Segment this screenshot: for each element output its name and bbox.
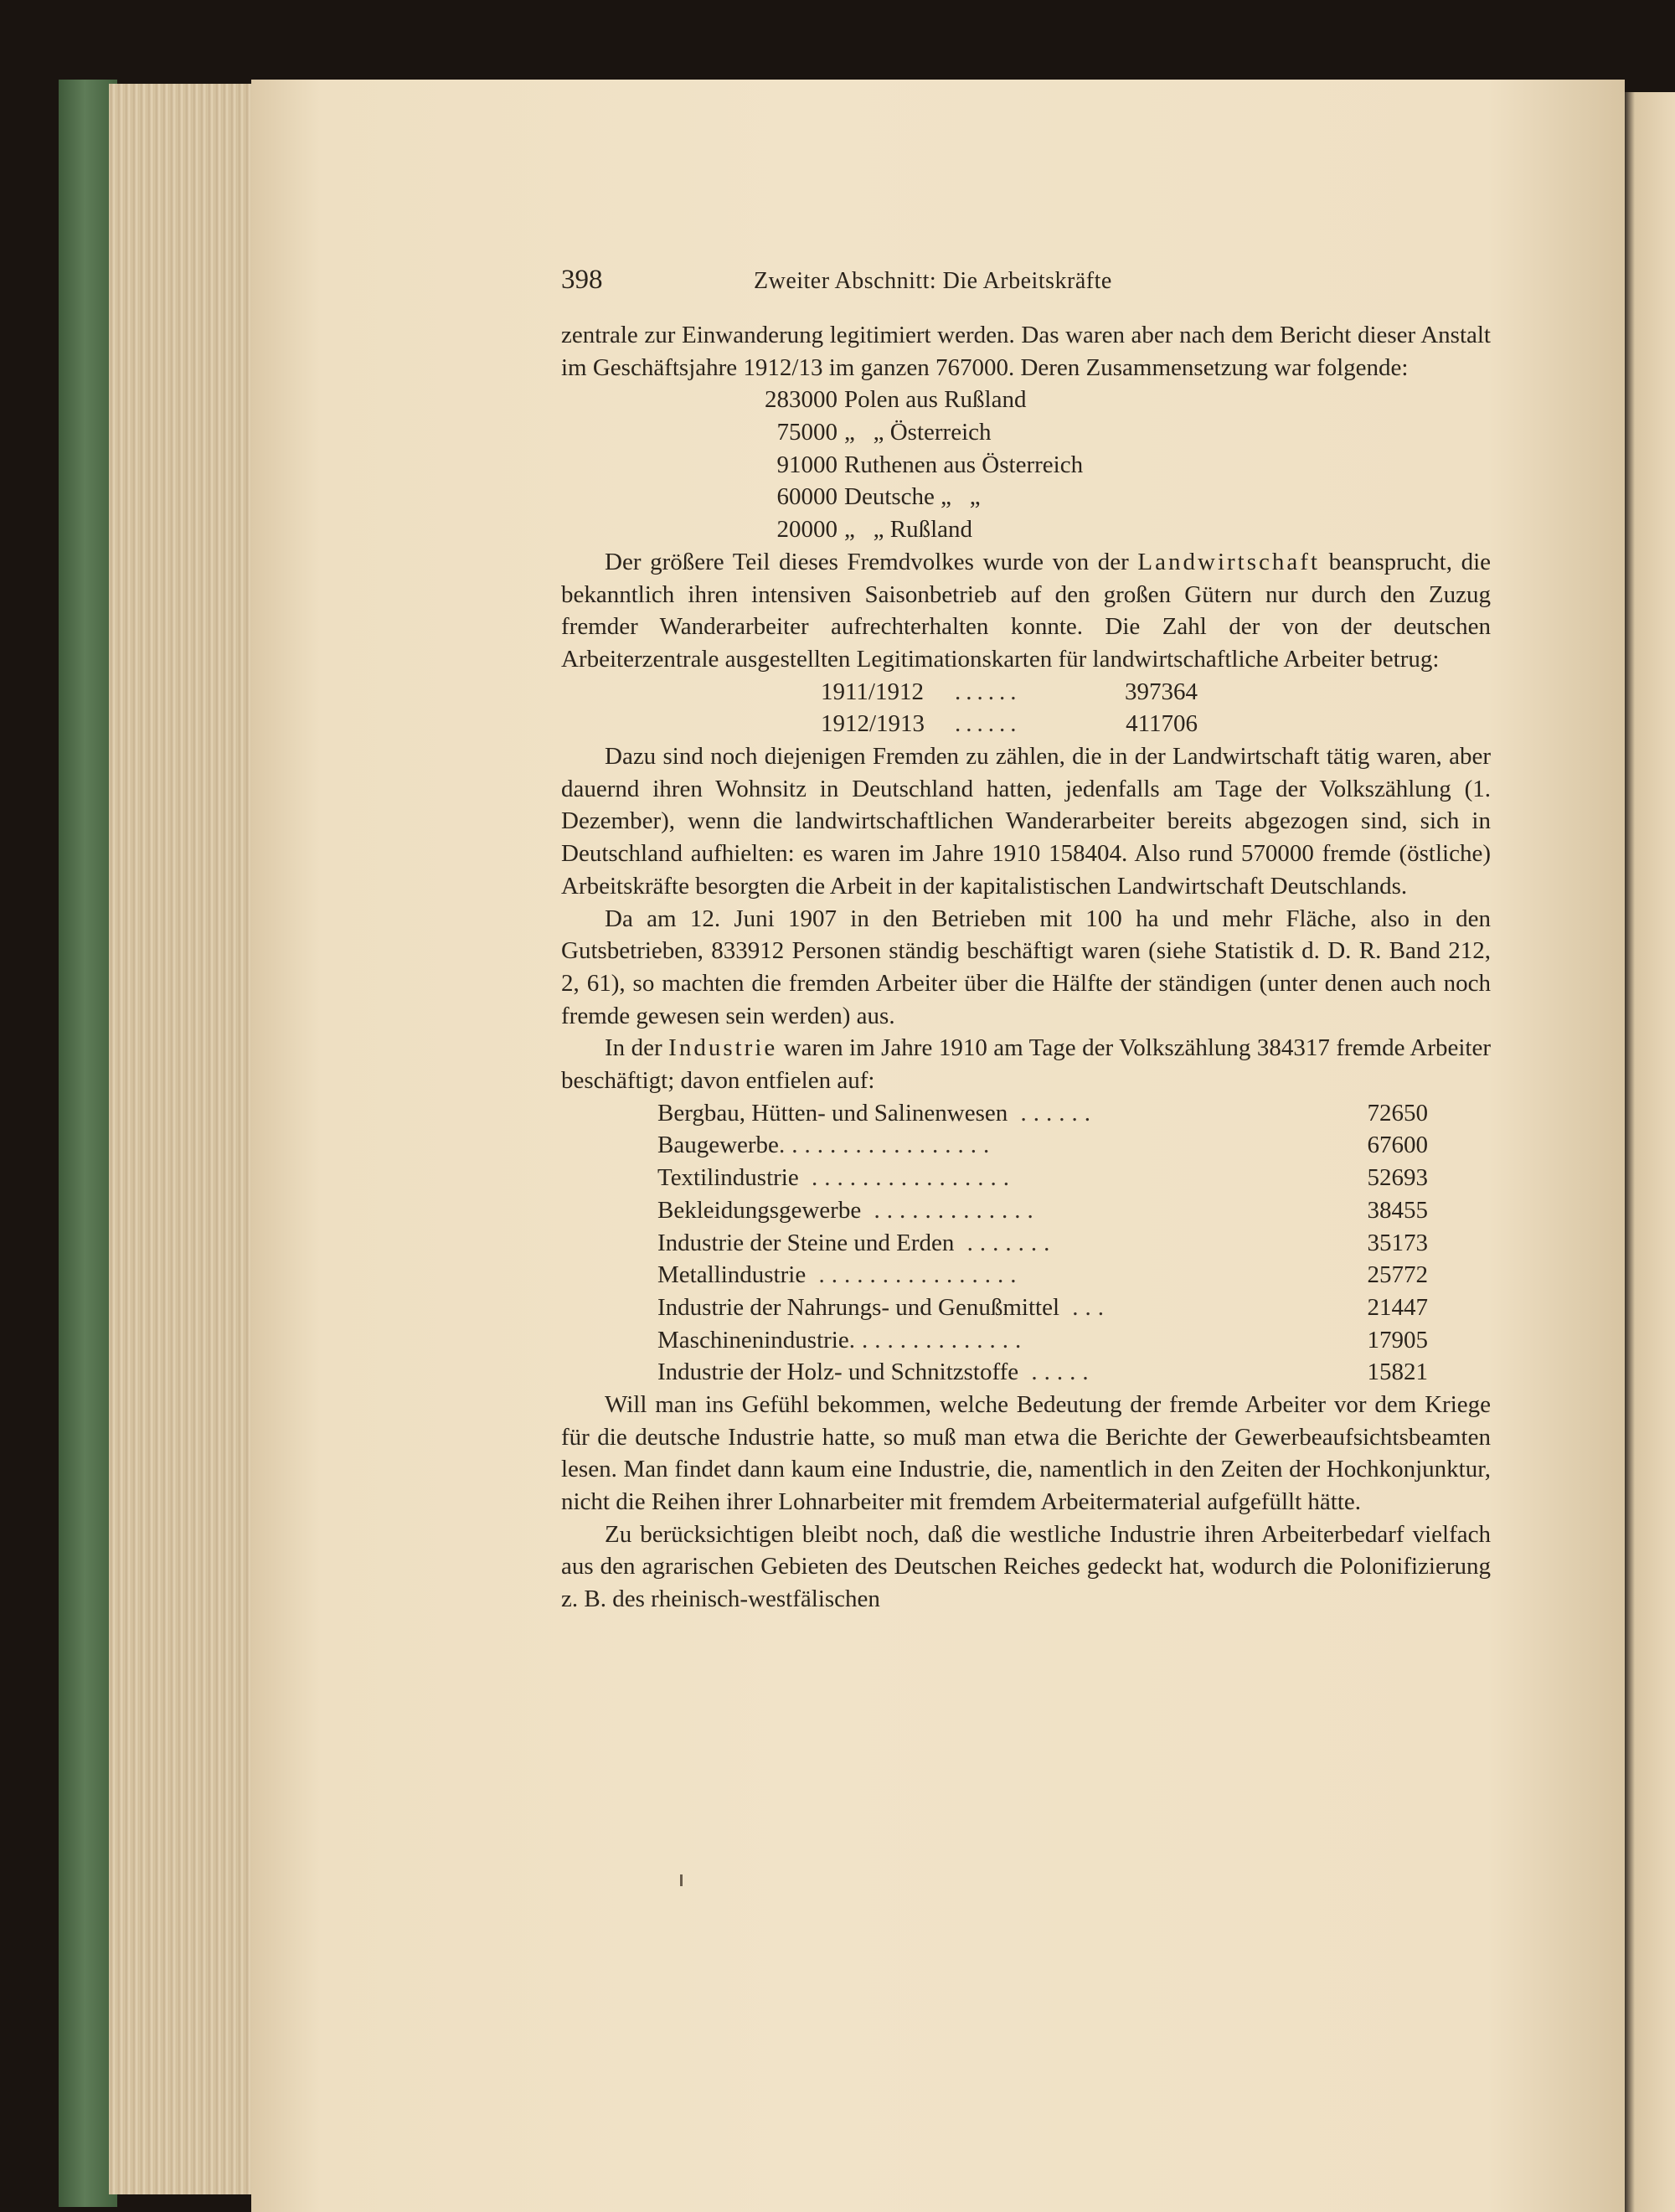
leader-dots: ....... — [954, 1229, 1057, 1256]
composition-text: Polen aus Rußland — [844, 386, 1027, 414]
paragraph-7: Zu berücksichtigen bleibt noch, daß die westliche Industrie ihren Arbeiterbedarf vielfach aus den agrarischen Gebieten des Deutschen Reiches gedeckt hat, wodurch die Polonifizierung z. B. des rheinisch-westfälischen — [561, 1520, 1491, 1613]
cards-value: 411706 — [1126, 710, 1198, 738]
industry-row — [561, 1097, 1491, 1130]
paragraph-4: Da am 12. Juni 1907 in den Betrieben mit 100 ha und mehr Fläche, also in den Gutsbetrieben, 833912 Personen ständig beschäftigt waren (siehe Statistik d. D. R. Band 212, 2, 61), so machten die fremden Arbeiter über die Hälfte der ständigen (unter denen auch noch fremde gewesen sein werden) aus. — [561, 905, 1491, 1029]
industry-label: Industrie der Nahrungs- und Genußmittel — [657, 1293, 1060, 1321]
paragraph-5 — [561, 1032, 1491, 1096]
cards-table — [561, 676, 1491, 740]
leader-dots: ................ — [806, 1261, 1023, 1289]
paragraph-6: Will man ins Gefühl bekommen, welche Bedeutung der fremde Arbeiter vor dem Kriege für die deutsche Industrie hatte, so muß man etwa die Berichte der Gewerbeaufsichtsbeamten lesen. Man findet dann kaum eine Industrie, die, namentlich in den Zeiten der Hochkonjunktur, nicht die Reihen ihrer Lohnarbeiter mit fremdem Arbeitermaterial aufgefüllt hätte. — [561, 1390, 1491, 1516]
industry-value: 52693 — [1367, 1164, 1428, 1192]
paragraph-2-after: beansprucht, die bekanntlich ihren intensiven Saisonbetrieb auf den großen Gütern nur durch den Zuzug fremder Wanderarbeiter aufrechterhalten konnte. Die Zahl der von der deutschen Arbeiterzentrale ausgestellten Legitimationskarten für landwirtschaftliche Arbeiter betrug: — [561, 548, 1491, 673]
leader-dots: ...... — [955, 710, 1022, 738]
industry-value: 67600 — [1367, 1132, 1428, 1159]
paragraph-1: zentrale zur Einwanderung legitimiert werden. Das waren aber nach dem Bericht dieser Anstalt im Geschäftsjahre 1912/13 im ganzen 767000. Deren Zusammensetzung war folgende: — [561, 322, 1491, 381]
cards-value: 397364 — [1125, 678, 1198, 705]
cards-year: 1912/1913 — [821, 710, 925, 738]
composition-row — [561, 416, 1491, 449]
running-header — [561, 264, 1491, 304]
composition-text: Ruthenen aus Österreich — [844, 451, 1084, 478]
running-title: Zweiter Abschnitt: Die Arbeitskräfte — [754, 268, 1112, 294]
industry-label: Textilindustrie — [657, 1164, 799, 1192]
industry-row — [561, 1162, 1491, 1194]
paragraph-2-before: Der größere Teil dieses Fremdvolkes wurde von der — [605, 548, 1138, 575]
page-content — [561, 264, 1491, 1616]
industry-label: Industrie der Holz- und Schnitzstoffe — [657, 1359, 1019, 1386]
composition-text: „ „ Österreich — [844, 419, 992, 446]
cards-year: 1911/1912 — [821, 678, 924, 705]
composition-row — [561, 384, 1491, 416]
composition-table — [561, 384, 1491, 545]
industry-value: 21447 — [1367, 1293, 1428, 1321]
composition-number: 60000 — [776, 483, 838, 511]
paragraph-3: Dazu sind noch diejenigen Fremden zu zählen, die in der Landwirtschaft tätig waren, aber dauernd ihren Wohnsitz in Deutschland hatten, jedenfalls am Tage der Volkszählung (1. Dezember), wenn die landwirtschaftlichen Wanderarbeiter bereits abgezogen sind, sich in Deutschland aufhielten: es waren im Jahre 1910 158404. Also rund 570000 fremde (östliche) Arbeitskräfte besorgten die Arbeit in der kapitalistischen Landwirtschaft Deutschlands. — [561, 743, 1491, 900]
page-number: 398 — [561, 265, 603, 295]
composition-number: 283000 — [765, 386, 838, 414]
composition-number: 91000 — [776, 451, 838, 478]
industry-value: 17905 — [1367, 1326, 1428, 1353]
leader-dots: ...... — [1008, 1099, 1098, 1127]
composition-number: 20000 — [776, 516, 838, 544]
leader-dots: ............. — [861, 1196, 1040, 1224]
industry-row — [561, 1259, 1491, 1292]
composition-row — [561, 449, 1491, 482]
industry-value: 38455 — [1367, 1196, 1428, 1224]
paragraph-5-after: waren im Jahre 1910 am Tage der Volkszählung 384317 fremde Arbeiter beschäftigt; davon entfielen auf: — [561, 1034, 1492, 1095]
paragraph-5-before: In der — [605, 1034, 669, 1062]
industry-label: Bergbau, Hütten- und Salinenwesen — [657, 1099, 1008, 1127]
emphasis-landwirtschaft: Landwirtschaft — [1137, 548, 1320, 575]
composition-text: „ „ Rußland — [844, 516, 973, 544]
paragraph-2 — [561, 546, 1491, 676]
leader-dots: ................ — [798, 1164, 1016, 1192]
leader-dots: .............. — [848, 1326, 1028, 1353]
industry-label: Industrie der Steine und Erden — [657, 1229, 955, 1256]
industry-value: 35173 — [1367, 1229, 1428, 1256]
industry-value: 15821 — [1367, 1359, 1428, 1386]
industry-label: Maschinenindustrie — [657, 1326, 849, 1353]
industry-row — [561, 1292, 1491, 1324]
facing-page-edge — [1625, 92, 1675, 2212]
industry-label: Baugewerbe — [657, 1132, 779, 1159]
composition-row — [561, 481, 1491, 513]
composition-number: 75000 — [776, 419, 838, 446]
emphasis-industrie: Industrie — [668, 1034, 778, 1062]
cards-row — [561, 708, 1491, 740]
leader-dots: ... — [1059, 1293, 1111, 1321]
industry-row — [561, 1194, 1491, 1227]
cards-row — [561, 676, 1491, 709]
page-edges — [109, 84, 260, 2194]
industry-value: 72650 — [1367, 1099, 1428, 1127]
leader-dots: ..... — [1018, 1359, 1095, 1386]
industries-table — [561, 1097, 1491, 1389]
industry-label: Bekleidungsgewerbe — [657, 1196, 862, 1224]
industry-value: 25772 — [1367, 1261, 1428, 1289]
print-mark — [680, 1874, 683, 1886]
industry-label: Metallindustrie — [657, 1261, 807, 1289]
industry-row — [561, 1227, 1491, 1260]
leader-dots: ...... — [955, 678, 1022, 705]
industry-row — [561, 1356, 1491, 1389]
composition-row — [561, 513, 1491, 546]
composition-text: Deutsche „ „ — [844, 483, 981, 511]
industry-row — [561, 1129, 1491, 1162]
industry-row — [561, 1324, 1491, 1357]
leader-dots: ................. — [778, 1132, 997, 1159]
